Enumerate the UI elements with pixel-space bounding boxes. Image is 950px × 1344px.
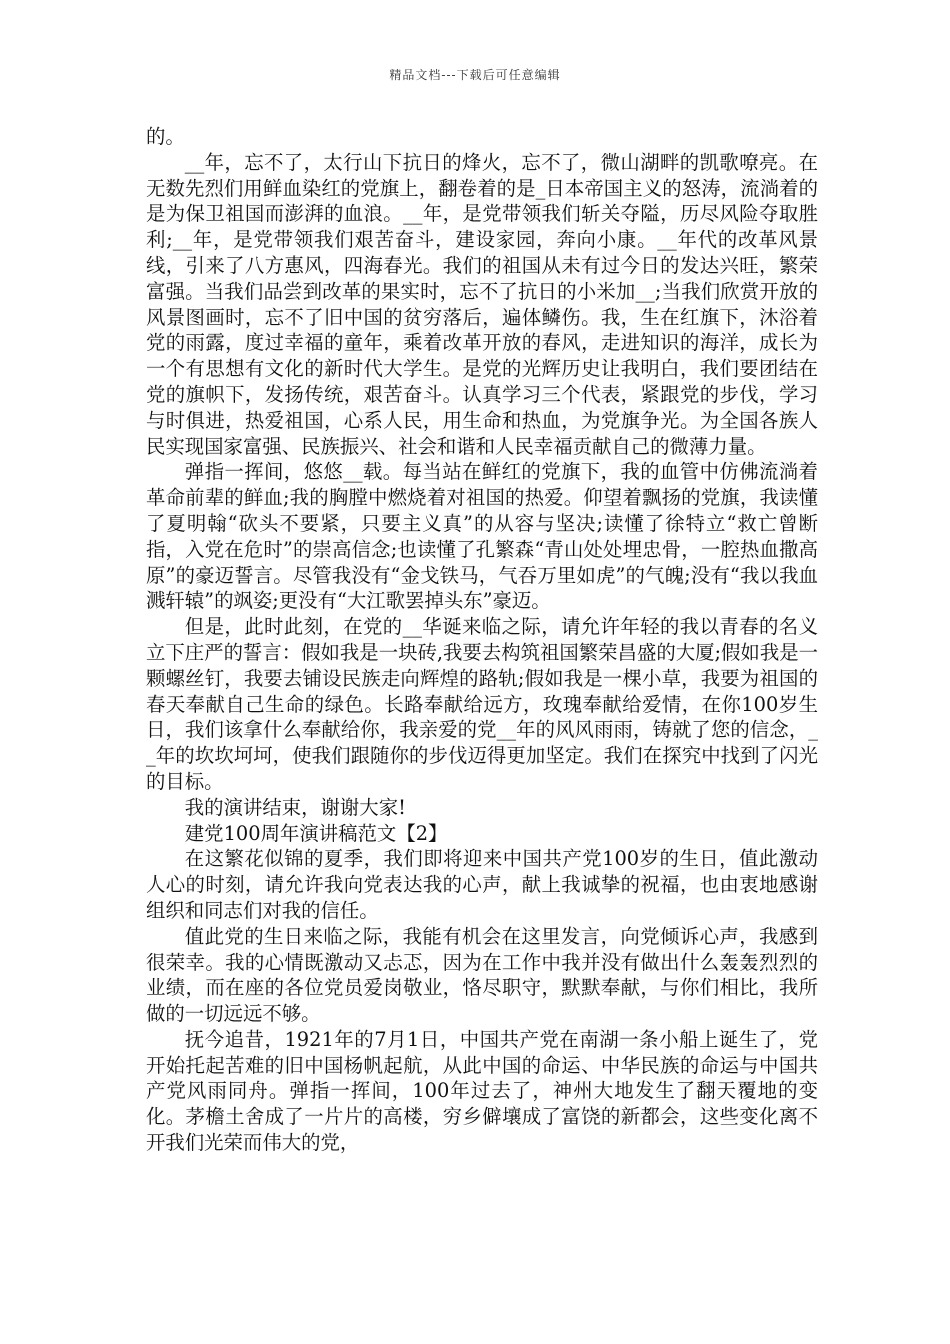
document-body: [146, 124, 818, 1156]
paragraph-honor: 值此党的生日来临之际，我能有机会在这里发言，向党倾诉心声，我感到很荣幸。我的心情既激动又忐忑，因为在工作中我并没有做出什么轰轰烈烈的业绩，而在座的各位党员爱岗敬业，恪尽职守，默默奉献，与你们相比，我所做的一切远远不够。: [146, 924, 818, 1026]
section-heading: 建党100周年演讲稿范文【2】: [184, 821, 448, 845]
paragraph-closing: 我的演讲结束，谢谢大家!: [184, 795, 406, 819]
paragraph-oath: 但是，此时此刻，在党的__华诞来临之际，请允许年轻的我以青春的名义立下庄严的誓言：假如我是一块砖,我要去构筑祖国繁荣昌盛的大厦;假如我是一颗螺丝钉，我要去铺设民族走向辉煌的路轨;假如我是一棵小草，我要为祖国的春天奉献自己生命的绿色。长路奉献给远方，玫瑰奉献给爱情，在你100岁生日，我们该拿什么奉献给你，我亲爱的党__年的风风雨雨，铸就了您的信念，__年的坎坎坷坷，使我们跟随你的步伐迈得更加坚定。我们在探究中找到了闪光的目标。: [146, 615, 818, 793]
paragraph-summer: 在这繁花似锦的夏季，我们即将迎来中国共产党100岁的生日，值此激动人心的时刻，请允许我向党表达我的心声，献上我诚挚的祝福，也由衷地感谢组织和同志们对我的信任。: [146, 847, 818, 922]
paragraph-history: __年，忘不了，太行山下抗日的烽火，忘不了，微山湖畔的凯歌嘹亮。在无数先烈们用鲜血染红的党旗上，翻卷着的是_日本帝国主义的怒涛，流淌着的是为保卫祖国而澎湃的血浪。__年，是党带领我们斩关夺隘，历尽风险夺取胜利;__年，是党带领我们艰苦奋斗，建设家园，奔向小康。__年代的改革风景线，引来了八方惠风，四海春光。我们的祖国从未有过今日的发达兴旺，繁荣富强。当我们品尝到改革的果实时，忘不了抗日的小米加__;当我们欣赏开放的风景图画时，忘不了旧中国的贫穷落后，遍体鳞伤。我，生在红旗下，沐浴着党的雨露，度过幸福的童年，乘着改革开放的春风，走进知识的海洋，成长为一个有思想有文化的新时代大学生。是党的光辉历史让我明白，我们要团结在党的旗帜下，发扬传统，艰苦奋斗。认真学习三个代表，紧跟党的步伐，学习与时俱进，热爱祖国，心系人民，用生命和热血，为党旗争光。为全国各族人民实现国家富强、民族振兴、社会和谐和人民幸福贡献自己的微薄力量。: [146, 150, 818, 458]
paragraph-flag: 弹指一挥间，悠悠__载。每当站在鲜红的党旗下，我的血管中仿佛流淌着革命前辈的鲜血;我的胸膛中燃烧着对祖国的热爱。仰望着飘扬的党旗，我读懂了夏明翰“砍头不要紧，只要主义真”的从容与坚决;读懂了徐特立“救亡曾断指，入党在危时”的崇高信念;也读懂了孔繁森“青山处处埋忠骨，一腔热血撒高原”的豪迈誓言。尽管我没有“金戈铁马，气吞万里如虎”的气魄;没有“我以我血溅轩辕”的飒姿;更没有“大江歌罢掉头东”豪迈。: [146, 460, 818, 613]
paragraph-1921: 抚今追昔，1921年的7月1日，中国共产党在南湖一条小船上诞生了，党开始托起苦难的旧中国杨帆起航，从此中国的命运、中华民族的命运与中国共产党风雨同舟。弹指一挥间，100年过去了，神州大地发生了翻天覆地的变化。茅檐土舍成了一片片的高楼，穷乡僻壤成了富饶的新都会，这些变化离不开我们光荣而伟大的党，: [146, 1027, 818, 1155]
paragraph-continuation: 的。: [146, 125, 185, 148]
page-header: 精品文档---下载后可任意编辑: [389, 68, 561, 82]
